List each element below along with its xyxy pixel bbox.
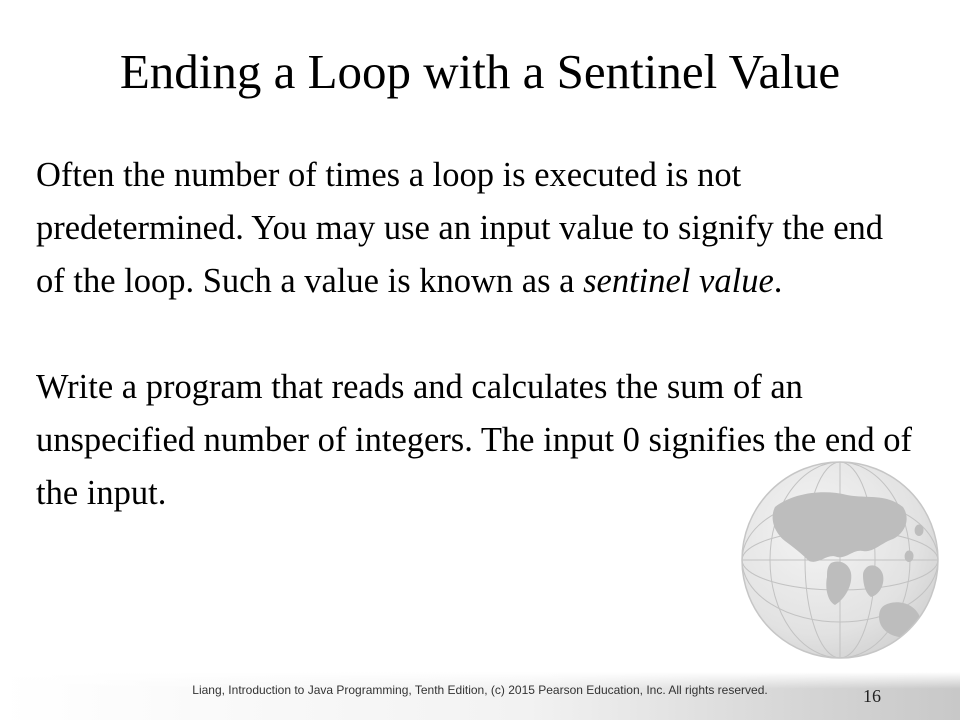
slide-title: Ending a Loop with a Sentinel Value (119, 44, 841, 99)
slide-body (36, 149, 916, 520)
footer-copyright: Liang, Introduction to Java Programming, Tenth Edition, (c) 2015 Pearson Education, Inc. All rights reserved. (192, 683, 768, 697)
emphasized-term: sentinel value (583, 262, 774, 300)
paragraph-sentinel-definition (36, 149, 916, 308)
paragraph-text: Often the number of times a loop is executed is not predetermined. You may use an input value to signify the end of the loop. Such a value is known as a (36, 156, 884, 300)
paragraph-exercise: Write a program that reads and calculates the sum of an unspecified number of integers. The input 0 signifies the end of the input. (36, 368, 913, 512)
paragraph-end: . (773, 262, 783, 300)
page-number: 16 (863, 686, 881, 706)
